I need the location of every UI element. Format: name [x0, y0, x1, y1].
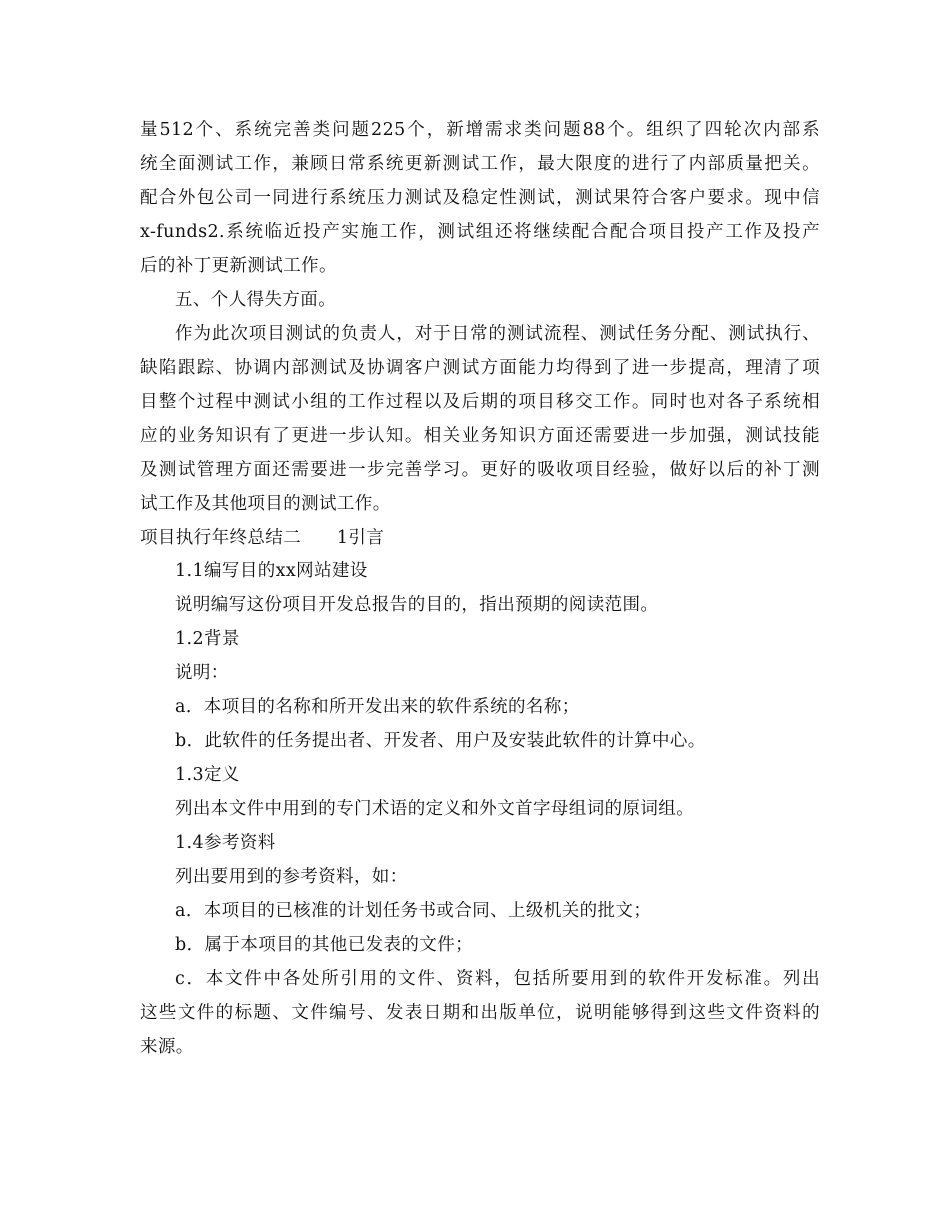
paragraph-line: 说明编写这份项目开发总报告的目的，指出预期的阅读范围。: [175, 595, 659, 615]
paragraph-line: x-funds2.系统临近投产实施工作，测试组还将继续配合配合项目投产工作及投产: [140, 222, 820, 242]
list-item: b．属于本项目的其他已发表的文件；: [175, 935, 474, 955]
paragraph-line: 这些文件的标题、文件编号、发表日期和出版单位，说明能够得到这些文件资料的: [140, 1003, 820, 1023]
paragraph-line: 配合外包公司一同进行系统压力测试及稳定性测试，测试果符合客户要求。现中信: [140, 188, 820, 208]
paragraph-line: 应的业务知识有了更进一步认知。相关业务知识方面还需要进一步加强，测试技能: [140, 426, 820, 446]
paragraph-line: 目整个过程中测试小组的工作过程以及后期的项目移交工作。同时也对各子系统相: [140, 392, 820, 412]
paragraph-line: 后的补丁更新测试工作。: [140, 256, 337, 276]
paragraph-line: 量512个、系统完善类问题225个，新增需求类问题88个。组织了四轮次内部系: [140, 120, 820, 140]
paragraph-line: 列出要用到的参考资料，如：: [175, 867, 408, 887]
paragraph-line: 说明：: [175, 663, 229, 683]
paragraph-line: 试工作及其他项目的测试工作。: [140, 494, 391, 514]
list-item: a．本项目的名称和所开发出来的软件系统的名称；: [175, 697, 580, 717]
section-heading: 1.2背景: [175, 629, 240, 649]
list-item: c．本文件中各处所引用的文件、资料，包括所要用到的软件开发标准。列出: [175, 969, 820, 989]
section-heading: 1.3定义: [175, 765, 240, 785]
paragraph-line: 列出本文件中用到的专门术语的定义和外文首字母组词的原词组。: [175, 799, 695, 819]
paragraph-line: 统全面测试工作，兼顾日常系统更新测试工作，最大限度的进行了内部质量把关。: [140, 154, 820, 174]
paragraph-line: 缺陷跟踪、协调内部测试及协调客户测试方面能力均得到了进一步提高，理清了项: [140, 358, 820, 378]
paragraph-line: 及测试管理方面还需要进一步完善学习。更好的吸收项目经验，做好以后的补丁测: [140, 460, 820, 480]
section-heading: 1.4参考资料: [175, 833, 276, 853]
list-item: a．本项目的已核准的计划任务书或合同、上级机关的批文；: [175, 901, 652, 921]
document-title: 项目执行年终总结二 1引言: [140, 528, 385, 548]
section-heading: 五、个人得失方面。: [175, 290, 337, 310]
paragraph-line: 作为此次项目测试的负责人，对于日常的测试流程、测试任务分配、测试执行、: [175, 324, 820, 344]
section-heading: 1.1编写目的xx网站建设: [175, 561, 368, 581]
list-item: b．此软件的任务提出者、开发者、用户及安装此软件的计算中心。: [175, 731, 706, 751]
paragraph-line: 来源。: [140, 1037, 194, 1057]
